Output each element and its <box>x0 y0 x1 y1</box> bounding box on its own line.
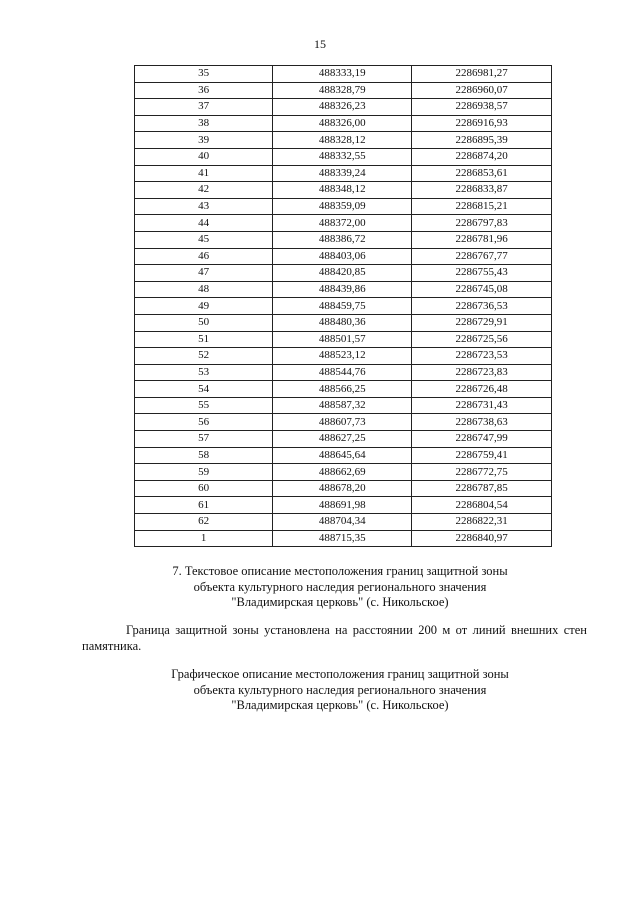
point-number-cell: 50 <box>135 314 273 331</box>
section-7-heading-line-2: объекта культурного наследия регионального значения <box>193 579 487 594</box>
point-number-cell: 1 <box>135 530 273 547</box>
table-row <box>135 115 552 132</box>
y-coordinate-cell: 2286804,54 <box>412 497 552 514</box>
x-coordinate-cell: 488372,00 <box>273 215 412 232</box>
y-coordinate-cell: 2286747,99 <box>412 431 552 448</box>
table-row <box>135 66 552 83</box>
point-number-cell: 44 <box>135 215 273 232</box>
x-coordinate-cell: 488420,85 <box>273 265 412 282</box>
table-row <box>135 298 552 315</box>
graphic-description-heading-line-1: Графическое описание местоположения границ защитной зоны <box>171 667 509 681</box>
y-coordinate-cell: 2286895,39 <box>412 132 552 149</box>
table-row <box>135 447 552 464</box>
point-number-cell: 52 <box>135 348 273 365</box>
point-number-cell: 43 <box>135 198 273 215</box>
table-row <box>135 381 552 398</box>
y-coordinate-cell: 2286723,83 <box>412 364 552 381</box>
table-row <box>135 480 552 497</box>
x-coordinate-cell: 488328,12 <box>273 132 412 149</box>
x-coordinate-cell: 488439,86 <box>273 281 412 298</box>
x-coordinate-cell: 488326,00 <box>273 115 412 132</box>
x-coordinate-cell: 488326,23 <box>273 99 412 116</box>
point-number-cell: 37 <box>135 99 273 116</box>
y-coordinate-cell: 2286981,27 <box>412 66 552 83</box>
table-row <box>135 99 552 116</box>
x-coordinate-cell: 488403,06 <box>273 248 412 265</box>
x-coordinate-cell: 488359,09 <box>273 198 412 215</box>
point-number-cell: 42 <box>135 182 273 199</box>
y-coordinate-cell: 2286853,61 <box>412 165 552 182</box>
point-number-cell: 56 <box>135 414 273 431</box>
y-coordinate-cell: 2286781,96 <box>412 231 552 248</box>
table-row <box>135 82 552 99</box>
point-number-cell: 45 <box>135 231 273 248</box>
table-row <box>135 248 552 265</box>
point-number-cell: 54 <box>135 381 273 398</box>
x-coordinate-cell: 488678,20 <box>273 480 412 497</box>
table-row <box>135 198 552 215</box>
table-row <box>135 132 552 149</box>
y-coordinate-cell: 2286723,53 <box>412 348 552 365</box>
y-coordinate-cell: 2286725,56 <box>412 331 552 348</box>
x-coordinate-cell: 488339,24 <box>273 165 412 182</box>
table-row <box>135 414 552 431</box>
coordinates-table <box>134 65 552 547</box>
table-row <box>135 314 552 331</box>
x-coordinate-cell: 488459,75 <box>273 298 412 315</box>
point-number-cell: 49 <box>135 298 273 315</box>
table-row <box>135 364 552 381</box>
point-number-cell: 53 <box>135 364 273 381</box>
x-coordinate-cell: 488645,64 <box>273 447 412 464</box>
point-number-cell: 58 <box>135 447 273 464</box>
point-number-cell: 35 <box>135 66 273 83</box>
graphic-description-heading-line-2: объекта культурного наследия регионального значения <box>193 682 487 697</box>
point-number-cell: 57 <box>135 431 273 448</box>
point-number-cell: 62 <box>135 514 273 531</box>
section-7-heading-line-1: 7. Текстовое описание местоположения границ защитной зоны <box>172 564 508 578</box>
table-row <box>135 397 552 414</box>
y-coordinate-cell: 2286797,83 <box>412 215 552 232</box>
graphic-description-heading-line-3: "Владимирская церковь" (с. Никольское) <box>231 698 449 712</box>
table-row <box>135 431 552 448</box>
y-coordinate-cell: 2286745,08 <box>412 281 552 298</box>
point-number-cell: 38 <box>135 115 273 132</box>
point-number-cell: 51 <box>135 331 273 348</box>
y-coordinate-cell: 2286731,43 <box>412 397 552 414</box>
x-coordinate-cell: 488333,19 <box>273 66 412 83</box>
table-row <box>135 331 552 348</box>
point-number-cell: 59 <box>135 464 273 481</box>
y-coordinate-cell: 2286960,07 <box>412 82 552 99</box>
x-coordinate-cell: 488566,25 <box>273 381 412 398</box>
table-row <box>135 231 552 248</box>
y-coordinate-cell: 2286833,87 <box>412 182 552 199</box>
y-coordinate-cell: 2286726,48 <box>412 381 552 398</box>
y-coordinate-cell: 2286787,85 <box>412 480 552 497</box>
point-number-cell: 55 <box>135 397 273 414</box>
table-row <box>135 265 552 282</box>
section-7-heading-line-3: "Владимирская церковь" (с. Никольское) <box>231 595 449 609</box>
y-coordinate-cell: 2286874,20 <box>412 148 552 165</box>
x-coordinate-cell: 488627,25 <box>273 431 412 448</box>
section-7-heading <box>60 564 620 611</box>
point-number-cell: 36 <box>135 82 273 99</box>
graphic-description-heading <box>60 667 620 714</box>
point-number-cell: 60 <box>135 480 273 497</box>
point-number-cell: 61 <box>135 497 273 514</box>
x-coordinate-cell: 488523,12 <box>273 348 412 365</box>
y-coordinate-cell: 2286736,53 <box>412 298 552 315</box>
table-row <box>135 281 552 298</box>
boundary-description-paragraph: Граница защитной зоны установлена на расстоянии 200 м от линий внешних стен памятника. <box>82 623 587 653</box>
y-coordinate-cell: 2286759,41 <box>412 447 552 464</box>
table-row <box>135 464 552 481</box>
x-coordinate-cell: 488691,98 <box>273 497 412 514</box>
point-number-cell: 40 <box>135 148 273 165</box>
table-row <box>135 348 552 365</box>
point-number-cell: 39 <box>135 132 273 149</box>
y-coordinate-cell: 2286815,21 <box>412 198 552 215</box>
table-row <box>135 182 552 199</box>
x-coordinate-cell: 488587,32 <box>273 397 412 414</box>
page-number: 15 <box>314 37 326 51</box>
y-coordinate-cell: 2286729,91 <box>412 314 552 331</box>
x-coordinate-cell: 488386,72 <box>273 231 412 248</box>
x-coordinate-cell: 488662,69 <box>273 464 412 481</box>
point-number-cell: 41 <box>135 165 273 182</box>
y-coordinate-cell: 2286772,75 <box>412 464 552 481</box>
x-coordinate-cell: 488607,73 <box>273 414 412 431</box>
y-coordinate-cell: 2286938,57 <box>412 99 552 116</box>
table-row <box>135 165 552 182</box>
point-number-cell: 47 <box>135 265 273 282</box>
x-coordinate-cell: 488348,12 <box>273 182 412 199</box>
table-row <box>135 215 552 232</box>
y-coordinate-cell: 2286738,63 <box>412 414 552 431</box>
table-row <box>135 514 552 531</box>
x-coordinate-cell: 488704,34 <box>273 514 412 531</box>
point-number-cell: 46 <box>135 248 273 265</box>
y-coordinate-cell: 2286916,93 <box>412 115 552 132</box>
table-row <box>135 497 552 514</box>
x-coordinate-cell: 488328,79 <box>273 82 412 99</box>
y-coordinate-cell: 2286822,31 <box>412 514 552 531</box>
table-row <box>135 530 552 547</box>
x-coordinate-cell: 488332,55 <box>273 148 412 165</box>
y-coordinate-cell: 2286840,97 <box>412 530 552 547</box>
point-number-cell: 48 <box>135 281 273 298</box>
coordinates-table-body <box>135 66 552 547</box>
x-coordinate-cell: 488544,76 <box>273 364 412 381</box>
x-coordinate-cell: 488480,36 <box>273 314 412 331</box>
y-coordinate-cell: 2286755,43 <box>412 265 552 282</box>
y-coordinate-cell: 2286767,77 <box>412 248 552 265</box>
table-row <box>135 148 552 165</box>
x-coordinate-cell: 488715,35 <box>273 530 412 547</box>
x-coordinate-cell: 488501,57 <box>273 331 412 348</box>
